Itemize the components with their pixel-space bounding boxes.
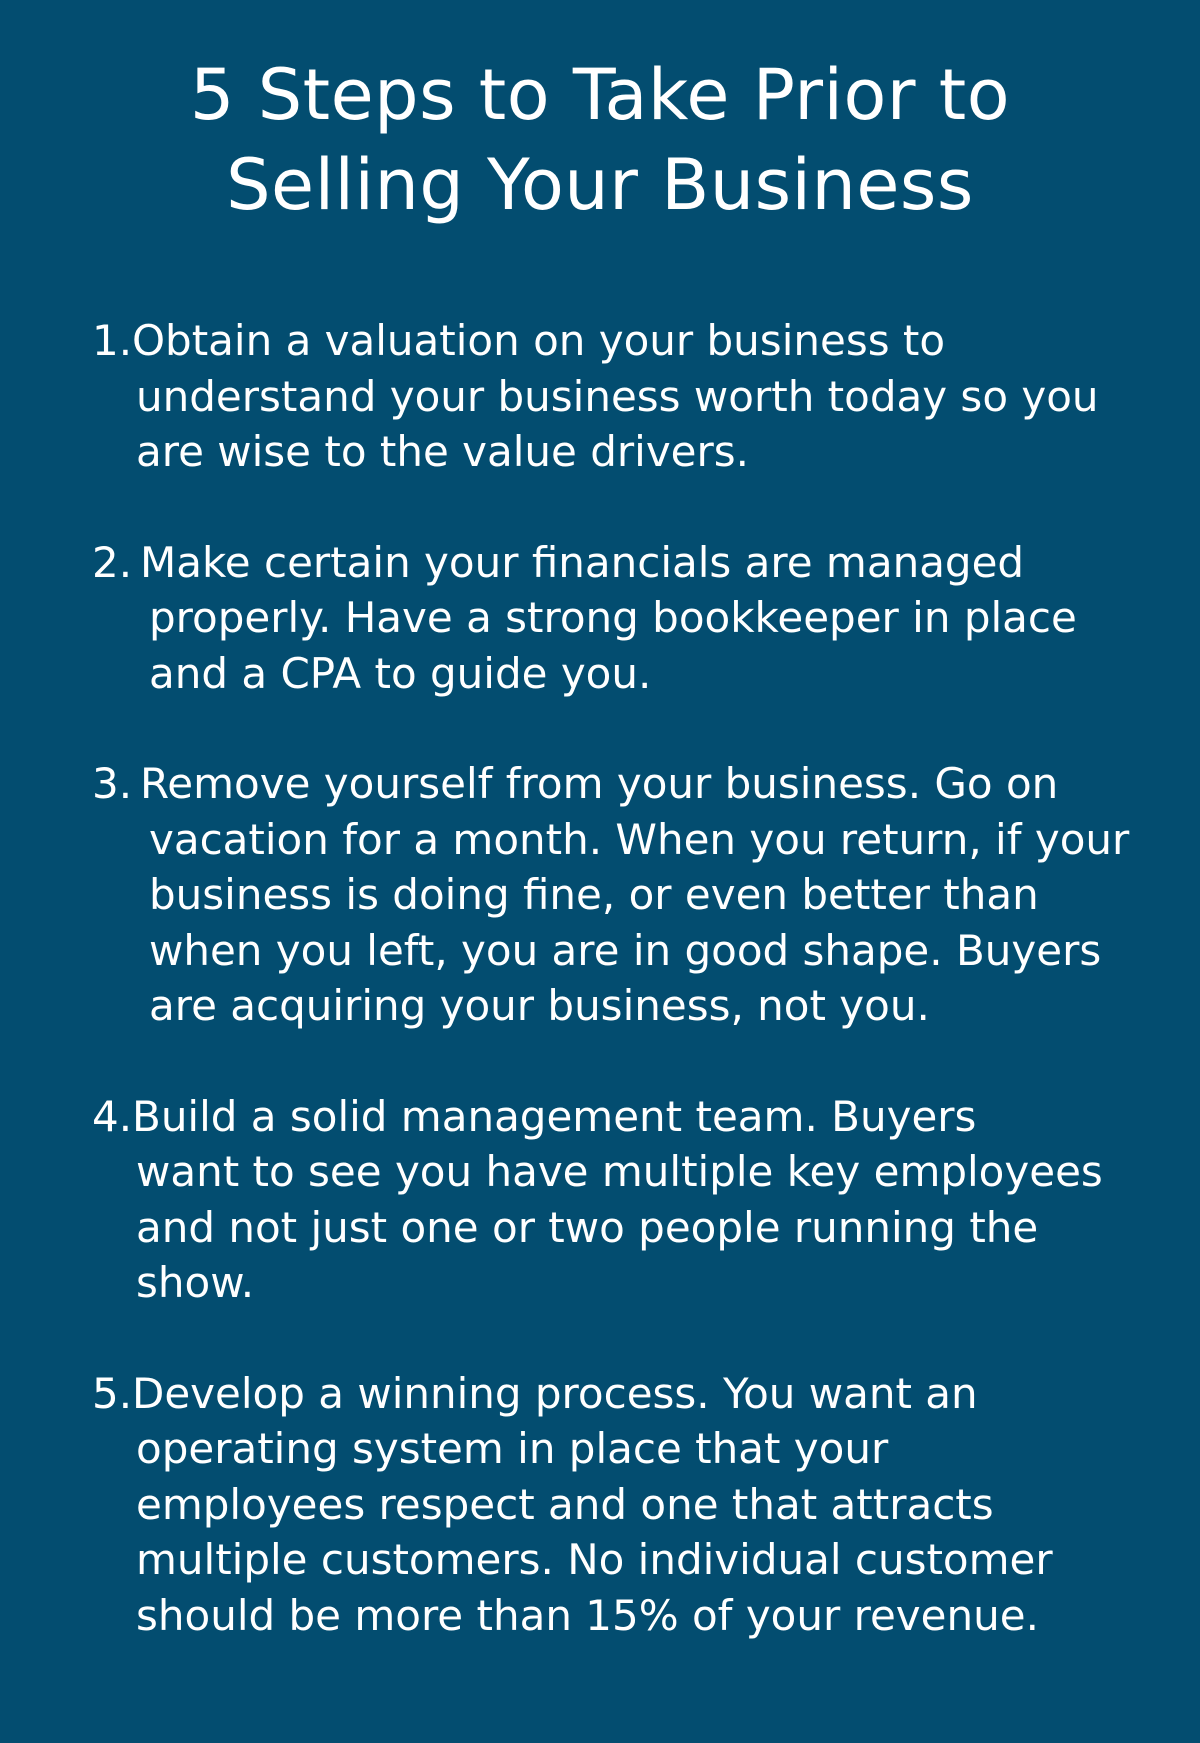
step-text (92, 1366, 1172, 1644)
step-line: vacation for a month. When you return, if your (149, 814, 1130, 864)
step-number: 5. (92, 1368, 133, 1418)
step-line: when you left, you are in good shape. Buyers (149, 925, 1102, 975)
step-line: and not just one or two people running the (136, 1202, 1039, 1252)
title-line-2: Selling Your Business (226, 144, 974, 226)
step-line: business is doing fine, or even better than (149, 870, 1039, 919)
steps-list (92, 313, 1172, 1698)
step-line: and a CPA to guide you. (149, 648, 652, 698)
step-number: 4. (92, 1091, 133, 1141)
step-number: 3. (92, 759, 133, 808)
step-line: are acquiring your business, not you. (149, 981, 930, 1030)
step-line: operating system in place that your (136, 1424, 889, 1473)
step-line: are wise to the value drivers. (136, 427, 750, 476)
step-line: Make certain your financials are managed (140, 537, 1025, 587)
step-line: Build a solid management team. Buyers (132, 1091, 977, 1141)
step-line: properly. Have a strong bookkeeper in place (149, 593, 1077, 642)
step-item-5 (92, 1366, 1172, 1644)
page-title (0, 50, 1200, 230)
step-line: understand your business worth today so you (136, 371, 1099, 421)
step-line: employees respect and one that attracts (136, 1479, 994, 1529)
step-item-3 (92, 756, 1172, 1034)
step-item-1 (92, 313, 1172, 480)
step-line: multiple customers. No individual customer (136, 1535, 1053, 1584)
title-line-1: 5 Steps to Take Prior to (189, 54, 1011, 136)
step-line: should be more than 15% of your revenue. (136, 1590, 1039, 1640)
step-item-2 (92, 535, 1172, 702)
step-line: Remove yourself from your business. Go on (140, 759, 1059, 808)
step-number: 2. (92, 537, 133, 587)
step-text (92, 313, 1172, 480)
step-text (92, 756, 1172, 1034)
step-line: Obtain a valuation on your business to (132, 316, 946, 365)
step-item-4 (92, 1089, 1172, 1311)
step-number: 1. (92, 316, 133, 365)
step-text (92, 535, 1172, 702)
step-line: want to see you have multiple key employees (136, 1147, 1103, 1196)
step-line: show. (136, 1258, 255, 1307)
step-line: Develop a winning process. You want an (132, 1368, 978, 1418)
step-text (92, 1089, 1172, 1311)
